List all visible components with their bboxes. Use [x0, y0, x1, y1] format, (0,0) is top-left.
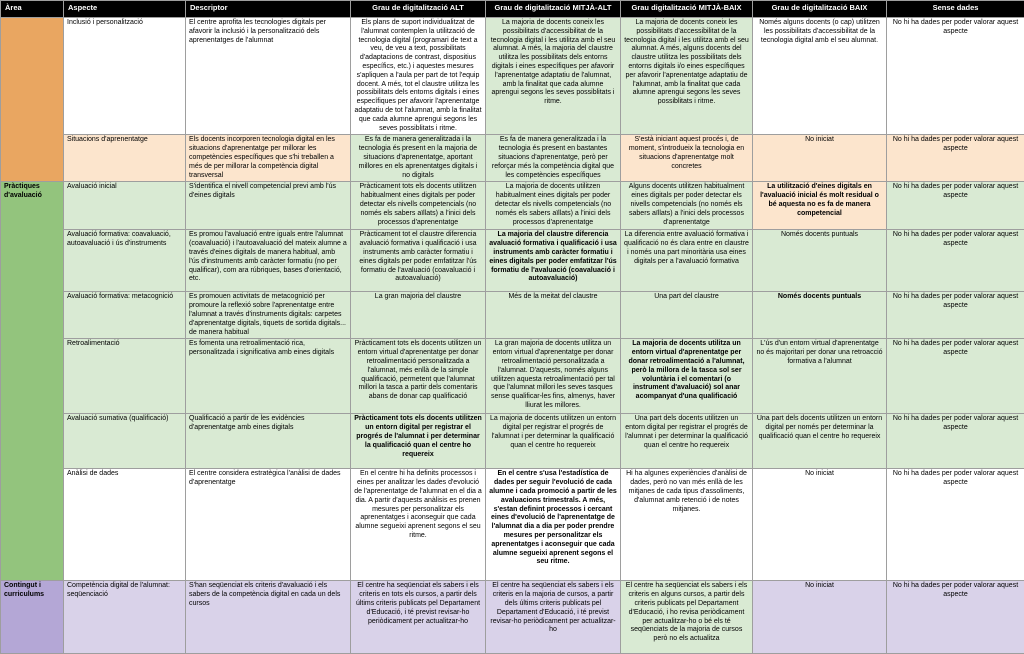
r6-grau-mitja-baix-selected: La majoria de docents utilitza un entorn virtual d'aprenentatge per donar retroalimentació a l'alumnat, però la millora de la tasca sol ser voluntària i el comentari (o instrument d'avaluació) sol anar acompanyat d'una qualificació — [621, 339, 753, 414]
col-header-grau-alt: Grau de digitalització ALT — [351, 1, 486, 18]
area-block-contingut-curriculums: Contingut i curriculums — [1, 581, 64, 654]
table-row — [1, 135, 1024, 182]
r8-grau-mitja-alt-selected: En el centre s'usa l'estadística de dades per seguir l'evolució de cada alumne i cada promoció a partir de les avaluacions trimestrals. A més, s'estan definint processos i cercant eines d'evolució de l'aprenentatge de l'alumnat dia a dia per poder prendre mesures per personalitzar els aprenentatges i aconseguir que cada alumne segueixi aprenent segons el seu ritme. — [486, 469, 621, 581]
col-header-sense-dades: Sense dades — [887, 1, 1024, 18]
r9-grau-mitja-baix-selected: El centre ha seqüenciat els sabers i els criteris en alguns cursos, a partir dels criteris publicats pel Departament d'Educació, i ho revisa periòdicament per actualitzar-ho o bé els té seqüenciats de la majoria de cursos però no els actualitza — [621, 581, 753, 654]
r9-grau-alt: El centre ha seqüenciat els sabers i els criteris en tots els cursos, a partir dels últims criteris publicats pel Departament d'Educació, i té previst revisar-ho periòdicament per actualitzar-ho — [351, 581, 486, 654]
r7-grau-alt-selected: Pràcticament tots els docents utilitzen un entorn digital per registrar el progrés de l'alumnat i per determinar la qualificació quan el centre ho requereix — [351, 414, 486, 469]
r2-descriptor: Els docents incorporen tecnologia digital en les situacions d'aprenentatge per millorar les competències específiques que s'hi treballen a més de per millorar la competència digital transversal — [186, 135, 351, 182]
area-block-practiques-avaluacio: Pràctiques d'avaluació — [1, 182, 64, 581]
r7-grau-baix: Una part dels docents utilitzen un entorn digital per només per determinar la qualificació quan el centre ho requereix — [753, 414, 887, 469]
r1-aspecte: Inclusió i personalització — [64, 18, 186, 135]
r3-grau-mitja-alt: La majoria de docents utilitzen habitualment eines digitals per poder detectar els nivells competencials (no només els sabers aïllats) a l'inici dels processos d'aprenentatge — [486, 182, 621, 230]
r5-grau-mitja-alt: Més de la meitat del claustre — [486, 292, 621, 339]
r6-sense-dades: No hi ha dades per poder valorar aquest aspecte — [887, 339, 1024, 414]
r8-descriptor: El centre considera estratègica l'anàlisi de dades d'aprenentatge — [186, 469, 351, 581]
r8-grau-alt: En el centre hi ha definits processos i eines per analitzar les dades d'evolució de l'aprenentatge de l'alumnat en el dia a dia. A partir d'aquests anàlisis es prenen mesures per personalitzar els aprenentatges i aconseguir que cada alumne segueixi aprenent segons el seu ritme. — [351, 469, 486, 581]
r9-descriptor: S'han seqüenciat els criteris d'avaluació i els sabers de la competència digital en cada un dels cursos — [186, 581, 351, 654]
r8-sense-dades: No hi ha dades per poder valorar aquest aspecte — [887, 469, 1024, 581]
col-header-grau-mitja-alt: Grau de digitalització MITJÀ-ALT — [486, 1, 621, 18]
col-header-area: Àrea — [1, 1, 64, 18]
table-row — [1, 469, 1024, 581]
r8-grau-mitja-baix: Hi ha algunes experiències d'anàlisi de dades, però no van més enllà de les mitjanes de cada tipus d'assoliments, d'alumnat amb retenció i de notes mitjanes. — [621, 469, 753, 581]
r5-sense-dades: No hi ha dades per poder valorar aquest aspecte — [887, 292, 1024, 339]
r9-sense-dades: No hi ha dades per poder valorar aquest aspecte — [887, 581, 1024, 654]
r3-sense-dades: No hi ha dades per poder valorar aquest aspecte — [887, 182, 1024, 230]
r5-aspecte: Avaluació formativa: metacognició — [64, 292, 186, 339]
r1-grau-mitja-baix: La majoria de docents coneix les possibilitats d'accessibilitat de la tecnologia digital i les utilitza amb el seu alumnat. A més, alguns docents del claustre utilitza les possibilitats dels entorns digitals i/o eines específiques per afavorir l'aprenentatge adaptatiu de l'alumnat, amb la finalitat que cada alumne aprengui segons les seves possiblitats i ritme. — [621, 18, 753, 135]
r8-aspecte: Anàlisi de dades — [64, 469, 186, 581]
r8-grau-baix: No iniciat — [753, 469, 887, 581]
r4-sense-dades: No hi ha dades per poder valorar aquest aspecte — [887, 230, 1024, 292]
r7-grau-mitja-alt: La majoria de docents utilitzen un entorn digital per registrar el progrés de l'alumnat i per determinar la qualificació quan el centre ho requereix — [486, 414, 621, 469]
r4-grau-mitja-alt-selected: La majoria del claustre diferencia avaluació formativa i qualificació i usa instruments amb caràcter formatiu i eines digitals per poder emfatitzar l'ús formatiu de l'avaluació (coavaluació i autoavaluació) — [486, 230, 621, 292]
r6-grau-mitja-alt: La gran majoria de docents utilitza un entorn virtual d'aprenentatge per donar retroalimentació personalitzada a l'alumnat. D'aquests, només alguns utilitzen aquesta retroalimentació per tal que l'alumnat millori les seves tasques sense qualificar-les fins, almenys, haver lliurat les millores. — [486, 339, 621, 414]
r4-grau-alt: Pràcticament tot el claustre diferencia avaluació formativa i qualificació i usa instruments amb caràcter formatiu i eines digitals per poder emfatitzar l'ús formatiu de l'avaluació (coavaluació i autoavaluació) — [351, 230, 486, 292]
r1-sense-dades: No hi ha dades per poder valorar aquest aspecte — [887, 18, 1024, 135]
col-header-grau-mitja-baix: Grau digitalització MITJÀ-BAIX — [621, 1, 753, 18]
r5-grau-baix-selected: Només docents puntuals — [753, 292, 887, 339]
r3-aspecte: Avaluació inicial — [64, 182, 186, 230]
r3-descriptor: S'identifica el nivell competencial previ amb l'ús d'eines digitals — [186, 182, 351, 230]
r5-descriptor: Es promouen activitats de metacognició per promoure la reflexió sobre l'aprenentatge entre l'alumnat a través d'instruments digitals: carpetes d'aprenentatge digitals, tiquets de sortida digitals... de manera habitual — [186, 292, 351, 339]
r6-grau-alt: Pràcticament tots els docents utilitzen un entorn virtual d'aprenentatge per donar retroalimentació personalitzada a l'alumnat, més enllà de la simple qualificació, permetent que l'alumnat millori la tasca a partir dels comentaris abans de donar cap qualificació — [351, 339, 486, 414]
r1-grau-alt: Els plans de suport individualitzat de l'alumnat contemplen la utilització de tecnologia digital (programari de text a veu, de veu a text, possibilitats d'adaptacions de contrast, dispositius específics, etc.) i aquestes mesures s'apliquen a l'aula per part de tot l'equip docent. A més, tot el claustre utilitza les possibilitats dels entorns digitals i eines específiques per afavorir l'aprenentatge adaptatiu de tot l'alumnat, amb la finalitat que cada alumne aprengui segons les seves possiblitats i ritme. — [351, 18, 486, 135]
r4-descriptor: Es promou l'avaluació entre iguals entre l'alumnat (coavaluació) i l'autoavaluació del mateix alumne a través d'eines digitals de manera habitual, amb l'ús d'instruments amb caràcter formatiu (no per qualificar), com ara rúbriques, bases d'orientació, etc. — [186, 230, 351, 292]
col-header-descriptor: Descriptor — [186, 1, 351, 18]
table-row — [1, 581, 1024, 654]
r4-aspecte: Avaluació formativa: coavaluació, autoavaluació i ús d'instruments — [64, 230, 186, 292]
r4-grau-baix: Només docents puntuals — [753, 230, 887, 292]
table-row — [1, 414, 1024, 469]
r9-grau-baix: No iniciat — [753, 581, 887, 654]
col-header-grau-baix: Grau de digitalització BAIX — [753, 1, 887, 18]
r1-grau-baix: Només alguns docents (o cap) utilitzen les possibilitats d'accessibilitat de la tecnologia digital amb el seu alumnat. — [753, 18, 887, 135]
table-row — [1, 230, 1024, 292]
r7-sense-dades: No hi ha dades per poder valorar aquest aspecte — [887, 414, 1024, 469]
r4-grau-mitja-baix: La diferencia entre avaluació formativa i qualificació no és clara entre en claustre i només una part minoritària usa eines digitals per a l'avaluació formativa — [621, 230, 753, 292]
r7-descriptor: Qualificació a partir de les evidències d'aprenentatge amb eines digitals — [186, 414, 351, 469]
r1-descriptor: El centre aprofita les tecnologies digitals per afavorir la inclusió i la personalització dels aprenentatges de l'alumnat — [186, 18, 351, 135]
r2-grau-mitja-alt: Es fa de manera generalitzada i la tecnologia és present en bastantes situacions d'aprenentatge, però per reforçar més la competència digital que les competències específiques — [486, 135, 621, 182]
r3-grau-mitja-baix: Alguns docents utilitzen habitualment eines digitals per poder detectar els nivells competencials (no només els sabers aïllats) a l'inici dels processos d'aprenentatge — [621, 182, 753, 230]
r9-aspecte: Competència digital de l'alumnat: seqüenciació — [64, 581, 186, 654]
r1-grau-mitja-alt: La majoria de docents coneix les possibilitats d'accessibilitat de la tecnologia digital i les utilitza amb el seu alumnat. A més, la majoria del claustre utilitza les possibilitats dels entorns digitals i eines específiques per afavorir l'aprenentatge adaptatiu de l'alumnat, amb la finalitat que cada alumne aprengui segons les seves possiblitats i ritme. — [486, 18, 621, 135]
r6-grau-baix: L'ús d'un entorn virtual d'aprenentatge no és majoritari per donar una retroacció formativa a l'alumnat — [753, 339, 887, 414]
r7-grau-mitja-baix: Una part dels docents utilitzen un entorn digital per registrar el progrés de l'alumnat i per determinar la qualificació quan el centre ho requereix — [621, 414, 753, 469]
header-row — [1, 1, 1024, 18]
table-row — [1, 292, 1024, 339]
r7-aspecte: Avaluació sumativa (qualificació) — [64, 414, 186, 469]
r2-grau-mitja-baix: S'està iniciant aquest procés i, de moment, s'introdueix la tecnologia en situacions d'aprenentatge molt concretes — [621, 135, 753, 182]
r2-grau-baix: No iniciat — [753, 135, 887, 182]
r3-grau-baix-selected: La utilització d'eines digitals en l'avaluació inicial és molt residual o bé aquesta no es fa de manera competencial — [753, 182, 887, 230]
r6-aspecte: Retroalimentació — [64, 339, 186, 414]
r5-grau-mitja-baix: Una part del claustre — [621, 292, 753, 339]
table-row — [1, 339, 1024, 414]
table-row — [1, 18, 1024, 135]
r6-descriptor: Es fomenta una retroalimentació rica, personalitzada i significativa amb eines digitals — [186, 339, 351, 414]
r2-grau-alt: Es fa de manera generalitzada i la tecnologia és present en la majoria de situacions d'aprenentatge, aportant millores en els aprenentatges digitals i no digitals — [351, 135, 486, 182]
r2-sense-dades: No hi ha dades per poder valorar aquest aspecte — [887, 135, 1024, 182]
area-block-orange — [1, 18, 64, 182]
table-row — [1, 182, 1024, 230]
r5-grau-alt: La gran majoria del claustre — [351, 292, 486, 339]
r2-aspecte: Situacions d'aprenentatge — [64, 135, 186, 182]
col-header-aspecte: Aspecte — [64, 1, 186, 18]
r9-grau-mitja-alt: El centre ha seqüenciat els sabers i els criteris en la majoria de cursos, a partir dels últims criteris publicats pel Departament d'Educació, i té previst revisar-ho periòdicament per actualitzar-ho — [486, 581, 621, 654]
r3-grau-alt: Pràcticament tots els docents utilitzen habitualment eines digitals per poder detectar els nivells competencials (no només els sabers aïllats) a l'inici dels processos d'aprenentatge — [351, 182, 486, 230]
